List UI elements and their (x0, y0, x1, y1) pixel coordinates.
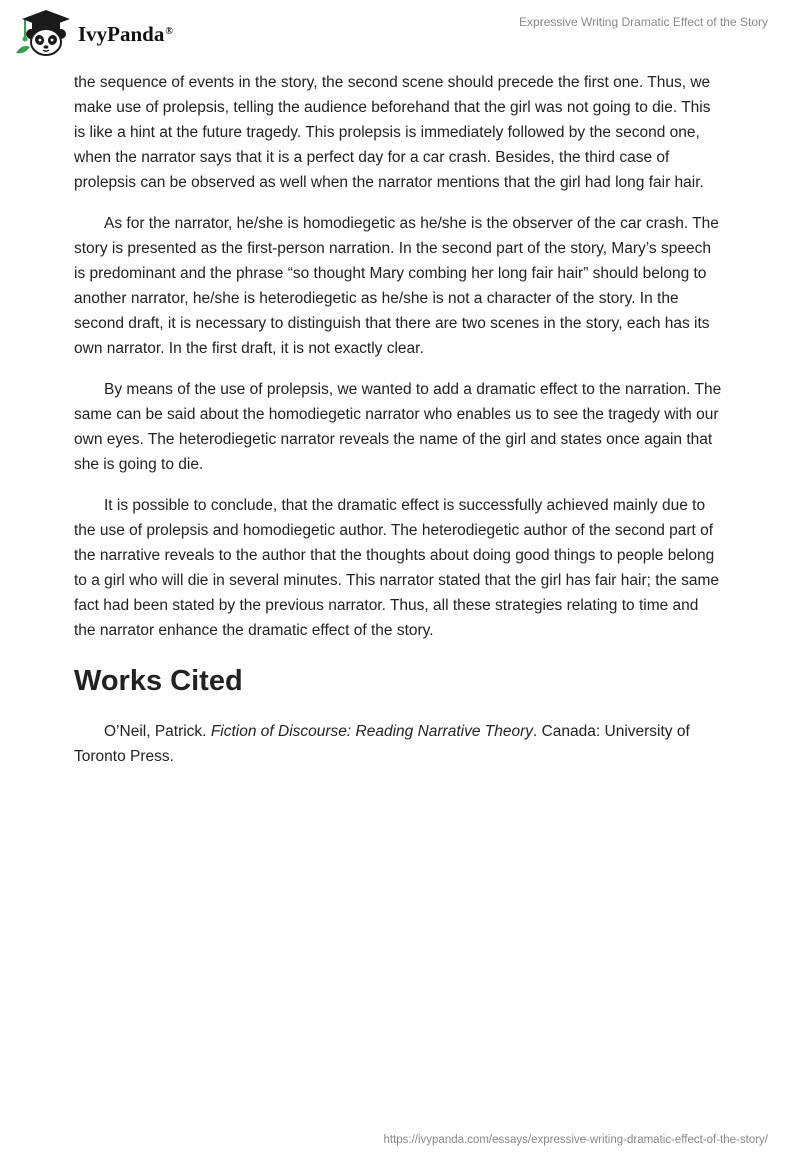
document-title: Expressive Writing Dramatic Effect of the Story (519, 15, 768, 29)
essay-body (74, 70, 724, 785)
citation-author: O’Neil, Patrick. (104, 723, 211, 740)
logo[interactable] (14, 7, 74, 57)
works-cited-heading: Works Cited (74, 665, 243, 697)
brand-name-text: IvyPanda (78, 22, 165, 46)
citation-entry (74, 719, 724, 769)
brand-name[interactable] (78, 22, 173, 46)
paragraph: the sequence of events in the story, the second scene should precede the first one. Thus, we make use of prolepsis, telling the audience beforehand that the girl was not going to die. This is like a hint at the future tragedy. This prolepsis is immediately followed by the second one, when the narrator says that it is a perfect day for a car crash. Besides, the third case of prolepsis can be observed as well when the narrator mentions that the girl had long fair hair. (74, 74, 711, 191)
panda-graduation-cap-icon (14, 7, 74, 57)
citation-publisher: . Canada: University of Toronto Press. (74, 723, 690, 765)
page-header (0, 0, 800, 64)
paragraph: By means of the use of prolepsis, we wanted to add a dramatic effect to the narration. The same can be said about the homodiegetic narrator who enables us to see the tragedy with our own eyes. The heterodiegetic narrator reveals the name of the girl and states once again that she is going to die. (74, 381, 722, 473)
paragraph: It is possible to conclude, that the dramatic effect is successfully achieved mainly due to the use of prolepsis and homodiegetic author. The heterodiegetic author of the second part of the narrative reveals to the author that the thoughts about doing good things to people belong to a girl who will die in several minutes. This narrator stated that the girl has fair hair; the same fact had been stated by the previous narrator. Thus, all these strategies relating to time and the narrator enhance the dramatic effect of the story. (74, 497, 719, 639)
citation-title: Fiction of Discourse: Reading Narrative Theory (210, 723, 533, 740)
source-url[interactable]: https://ivypanda.com/essays/expressive-writing-dramatic-effect-of-the-story/ (383, 1134, 768, 1146)
registered-mark: ® (165, 26, 173, 37)
paragraph: As for the narrator, he/she is homodiegetic as he/she is the observer of the car crash. The story is presented as the first-person narration. In the second part of the story, Mary’s speech is predominant and the phrase “so thought Mary combing her long fair hair” should belong to another narrator, he/she is heterodiegetic as he/she is not a character of the story. In the second draft, it is necessary to distinguish that there are two scenes in the story, each has its own narrator. In the first draft, it is not exactly clear. (74, 215, 719, 357)
